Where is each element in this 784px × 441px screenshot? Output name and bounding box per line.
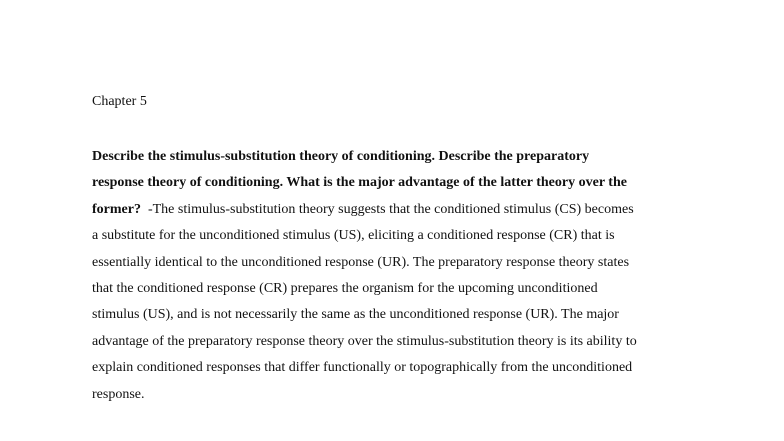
answer-line: essentially identical to the unconditioned response (UR). The preparatory response theory states <box>92 254 630 270</box>
answer-line: response. <box>92 386 145 402</box>
question-answer-block <box>92 144 702 408</box>
question-answer-line <box>92 197 702 223</box>
question-line: former? <box>92 201 141 217</box>
question-line: Describe the stimulus-substitution theory of conditioning. Describe the preparatory <box>92 149 590 164</box>
chapter-heading: Chapter 5 <box>92 94 147 109</box>
answer-line: stimulus (US), and is not necessarily the same as the unconditioned response (UR). The major <box>92 307 619 323</box>
answer-line: a substitute for the unconditioned stimulus (US), eliciting a conditioned response (CR) that is <box>92 228 615 244</box>
answer-line: advantage of the preparatory response theory over the stimulus-substitution theory is its ability to <box>92 333 637 349</box>
answer-line: -The stimulus-substitution theory suggests that the conditioned stimulus (CS) becomes <box>140 201 634 217</box>
question-line: response theory of conditioning. What is the major advantage of the latter theory over the <box>92 175 627 191</box>
answer-line: that the conditioned response (CR) prepares the organism for the upcoming unconditioned <box>92 280 598 296</box>
answer-line: explain conditioned responses that differ functionally or topographically from the unconditioned <box>92 360 633 376</box>
